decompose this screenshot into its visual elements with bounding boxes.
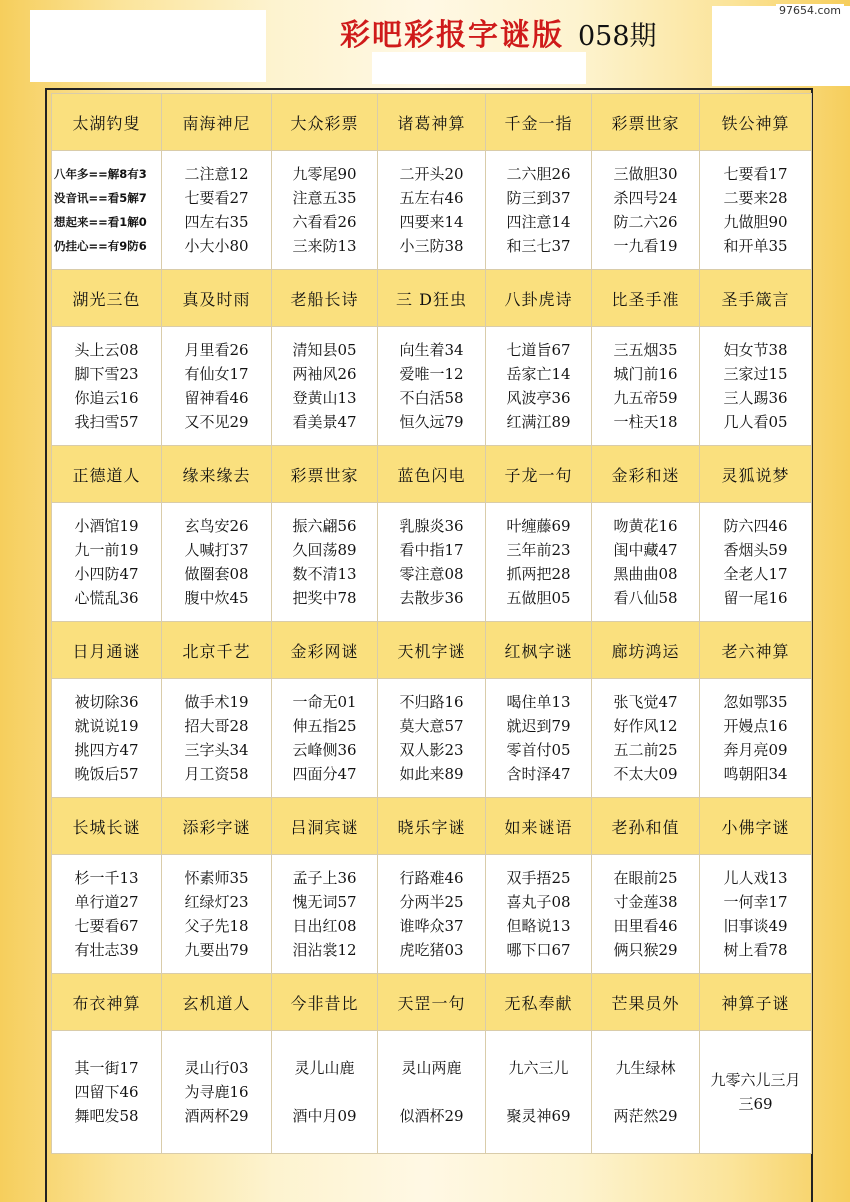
riddle-line: 五左右46: [399, 189, 464, 207]
riddle-line: 你追云16: [74, 389, 139, 407]
riddle-cell: [162, 679, 272, 798]
riddle-line: 脚下雪23: [74, 365, 139, 383]
riddle-line: 香烟头59: [723, 541, 788, 559]
riddle-line: 灵山两鹿: [401, 1059, 462, 1077]
riddle-line: 全老人17: [723, 565, 788, 583]
riddle-line: 聚灵神69: [506, 1107, 571, 1125]
riddle-cell: [52, 1031, 162, 1154]
column-author-header: 老船长诗: [272, 270, 378, 327]
riddle-line: 杉一千13: [74, 869, 139, 887]
riddle-line: 恒久远79: [399, 413, 464, 431]
riddle-cell: [486, 855, 592, 974]
riddle-line: 分两半25: [399, 893, 464, 911]
riddle-line: 行路难46: [399, 869, 464, 887]
riddle-line: 一何幸17: [723, 893, 788, 911]
riddle-line: 一柱天18: [613, 413, 678, 431]
riddle-line: 似酒杯29: [399, 1107, 464, 1125]
riddle-line: 月里看26: [184, 341, 249, 359]
riddle-line: 三69: [738, 1095, 773, 1113]
column-author-header: 神算子谜: [700, 974, 812, 1031]
riddle-line: 一命无01: [292, 693, 357, 711]
riddle-line: 九生绿林: [615, 1059, 676, 1077]
column-author-header: 红枫字谜: [486, 622, 592, 679]
riddle-line: 二要来28: [723, 189, 788, 207]
riddle-cell: [700, 855, 812, 974]
riddle-line: 四左右35: [184, 213, 249, 231]
riddle-line: 伸五指25: [292, 717, 357, 735]
redacted-block-left: [30, 10, 266, 82]
column-author-header: 老孙和值: [592, 798, 700, 855]
column-author-header: 日月通谜: [52, 622, 162, 679]
riddle-row: [52, 1031, 812, 1154]
riddle-line: 喝住单13: [506, 693, 571, 711]
riddle-line: 有仙女17: [184, 365, 249, 383]
riddle-line: 想起来==看1解0: [54, 215, 147, 229]
riddle-line: 二六胆26: [506, 165, 571, 183]
riddle-cell: [52, 151, 162, 270]
riddle-cell: [162, 1031, 272, 1154]
riddle-cell: [52, 503, 162, 622]
column-author-header: 蓝色闪电: [378, 446, 486, 503]
riddle-line: 在眼前25: [613, 869, 678, 887]
column-author-header: 太湖钓叟: [52, 94, 162, 151]
riddle-line: 旧事谈49: [723, 917, 788, 935]
riddle-line: 孟子上36: [292, 869, 357, 887]
riddle-line: 双人影23: [399, 741, 464, 759]
redacted-block-center: [372, 52, 586, 84]
riddle-cell: [272, 151, 378, 270]
riddle-line: 四要来14: [399, 213, 464, 231]
riddle-line: 单行道27: [74, 893, 139, 911]
riddle-line: 向生着34: [399, 341, 464, 359]
riddle-line: 三五烟35: [613, 341, 678, 359]
riddle-cell: [162, 855, 272, 974]
riddle-line: 人喊打37: [184, 541, 249, 559]
column-author-header: 吕洞宾谜: [272, 798, 378, 855]
column-author-header: 彩票世家: [272, 446, 378, 503]
riddle-line: 一九看19: [613, 237, 678, 255]
riddle-line: 三家过15: [723, 365, 788, 383]
column-author-header: 八卦虎诗: [486, 270, 592, 327]
riddle-row: [52, 855, 812, 974]
riddle-line: [378, 1080, 485, 1104]
riddle-line: 俩只猴29: [613, 941, 678, 959]
riddle-line: 腹中炊45: [184, 589, 249, 607]
riddle-cell: [272, 679, 378, 798]
riddle-line: 九一前19: [74, 541, 139, 559]
riddle-line: 妇女节38: [723, 341, 788, 359]
column-author-header: 金彩网谜: [272, 622, 378, 679]
riddle-cell: [272, 503, 378, 622]
column-author-header: 铁公神算: [700, 94, 812, 151]
riddle-line: 灵儿山鹿: [294, 1059, 355, 1077]
riddle-cell: [378, 151, 486, 270]
column-author-header: 晓乐字谜: [378, 798, 486, 855]
riddle-line: 和开单35: [723, 237, 788, 255]
riddle-line: 日出红08: [292, 917, 357, 935]
riddle-line: 二注意12: [184, 165, 249, 183]
riddle-line: 三做胆30: [613, 165, 678, 183]
riddle-table-body: [52, 94, 812, 1154]
riddle-line: 几人看05: [723, 413, 788, 431]
riddle-line: 两茫然29: [613, 1107, 678, 1125]
riddle-line: 双手捂25: [506, 869, 571, 887]
riddle-row: [52, 327, 812, 446]
column-author-header: 天罡一句: [378, 974, 486, 1031]
riddle-line: 七要看67: [74, 917, 139, 935]
column-author-header: 圣手箴言: [700, 270, 812, 327]
riddle-line: 把奖中78: [292, 589, 357, 607]
riddle-line: 九做胆90: [723, 213, 788, 231]
riddle-table: [51, 93, 812, 1154]
riddle-line: 招大哥28: [184, 717, 249, 735]
header-row: [52, 446, 812, 503]
column-author-header: 无私奉献: [486, 974, 592, 1031]
riddle-line: 虎吃猪03: [399, 941, 464, 959]
riddle-line: 没音讯==看5解7: [54, 191, 147, 205]
riddle-line: 哪下口67: [506, 941, 571, 959]
riddle-line: 又不见29: [184, 413, 249, 431]
column-author-header: 灵狐说梦: [700, 446, 812, 503]
riddle-line: 五做胆05: [506, 589, 571, 607]
redacted-block-right: [712, 6, 850, 86]
riddle-line: 四留下46: [74, 1083, 139, 1101]
riddle-line: 小大小80: [184, 237, 249, 255]
riddle-line: 城门前16: [613, 365, 678, 383]
site-watermark: 97654.com: [776, 4, 844, 17]
column-author-header: 天机字谜: [378, 622, 486, 679]
riddle-line: 五二前25: [613, 741, 678, 759]
riddle-line: 去散步36: [399, 589, 464, 607]
riddle-line: 心慌乱36: [74, 589, 139, 607]
riddle-line: 儿人戏13: [723, 869, 788, 887]
riddle-line: 看八仙58: [613, 589, 678, 607]
riddle-cell: [486, 327, 592, 446]
riddle-line: 四注意14: [506, 213, 571, 231]
riddle-line: 不白活58: [399, 389, 464, 407]
riddle-line: 九六三儿: [508, 1059, 569, 1077]
riddle-cell: [52, 679, 162, 798]
riddle-line: 含时泽47: [506, 765, 571, 783]
riddle-line: [592, 1080, 699, 1104]
riddle-line: 闺中藏47: [613, 541, 678, 559]
riddle-line: 黑曲曲08: [613, 565, 678, 583]
riddle-line: 泪沾裳12: [292, 941, 357, 959]
riddle-line: 好作风12: [613, 717, 678, 735]
page-title: [340, 10, 657, 54]
riddle-line: 留一尾16: [723, 589, 788, 607]
riddle-cell: [162, 503, 272, 622]
riddle-line: 数不清13: [292, 565, 357, 583]
riddle-line: 清知县05: [292, 341, 357, 359]
riddle-line: 云峰侧36: [292, 741, 357, 759]
riddle-line: 小四防47: [74, 565, 139, 583]
column-author-header: 小佛字谜: [700, 798, 812, 855]
column-author-header: 彩票世家: [592, 94, 700, 151]
column-author-header: 南海神尼: [162, 94, 272, 151]
header-row: [52, 270, 812, 327]
riddle-line: 鸣朝阳34: [723, 765, 788, 783]
riddle-line: 为寻鹿16: [184, 1083, 249, 1101]
riddle-line: 岳家亡14: [506, 365, 571, 383]
riddle-line: 月工资58: [184, 765, 249, 783]
riddle-cell: [162, 151, 272, 270]
riddle-line: 如此来89: [399, 765, 464, 783]
column-author-header: 正德道人: [52, 446, 162, 503]
riddle-line: 玄鸟安26: [184, 517, 249, 535]
riddle-line: 忽如鄂35: [723, 693, 788, 711]
riddle-line: 七要看17: [723, 165, 788, 183]
riddle-line: 红满江89: [506, 413, 571, 431]
riddle-line: 酒两杯29: [184, 1107, 249, 1125]
riddle-cell: [378, 1031, 486, 1154]
riddle-line: 久回荡89: [292, 541, 357, 559]
riddle-cell: [52, 855, 162, 974]
riddle-cell: [378, 503, 486, 622]
riddle-line: 九零六儿三月: [710, 1071, 801, 1089]
riddle-row: [52, 503, 812, 622]
riddle-line: 登黄山13: [292, 389, 357, 407]
riddle-line: 开嫚点16: [723, 717, 788, 735]
column-author-header: 诸葛神算: [378, 94, 486, 151]
column-author-header: 湖光三色: [52, 270, 162, 327]
riddle-line: 有壮志39: [74, 941, 139, 959]
riddle-line: 看中指17: [399, 541, 464, 559]
riddle-cell: [700, 327, 812, 446]
riddle-line: 注意五35: [292, 189, 357, 207]
riddle-line: 六看看26: [292, 213, 357, 231]
riddle-line: 但略说13: [506, 917, 571, 935]
riddle-cell: [486, 503, 592, 622]
riddle-line: 张飞觉47: [613, 693, 678, 711]
riddle-line: 愧无词57: [292, 893, 357, 911]
riddle-line: 挑四方47: [74, 741, 139, 759]
riddle-line: 乳腺炎36: [399, 517, 464, 535]
riddle-line: 防六四46: [723, 517, 788, 535]
riddle-cell: [592, 1031, 700, 1154]
riddle-line: 风波亭36: [506, 389, 571, 407]
riddle-cell: [486, 679, 592, 798]
riddle-row: [52, 679, 812, 798]
riddle-line: 喜丸子08: [506, 893, 571, 911]
riddle-cell: [486, 151, 592, 270]
riddle-line: 树上看78: [723, 941, 788, 959]
riddle-line: 八年多==解8有3: [54, 167, 147, 181]
column-author-header: 长城长谜: [52, 798, 162, 855]
riddle-line: 怀素师35: [184, 869, 249, 887]
column-author-header: 老六神算: [700, 622, 812, 679]
riddle-line: 不归路16: [399, 693, 464, 711]
column-author-header: 真及时雨: [162, 270, 272, 327]
column-author-header: 金彩和迷: [592, 446, 700, 503]
riddle-cell: [378, 327, 486, 446]
riddle-line: 莫大意57: [399, 717, 464, 735]
riddle-line: 爱唯一12: [399, 365, 464, 383]
column-author-header: 布衣神算: [52, 974, 162, 1031]
riddle-line: 谁哗众37: [399, 917, 464, 935]
riddle-line: 抓两把28: [506, 565, 571, 583]
riddle-line: 其一街17: [74, 1059, 139, 1077]
column-author-header: 千金一指: [486, 94, 592, 151]
column-author-header: 缘来缘去: [162, 446, 272, 503]
riddle-cell: [272, 327, 378, 446]
riddle-line: 被切除36: [74, 693, 139, 711]
riddle-line: 零注意08: [399, 565, 464, 583]
column-author-header: 今非昔比: [272, 974, 378, 1031]
riddle-line: 我扫雪57: [74, 413, 139, 431]
riddle-cell: [378, 679, 486, 798]
riddle-cell: [700, 151, 812, 270]
riddle-line: 防三到37: [506, 189, 571, 207]
riddle-line: 杀四号24: [613, 189, 678, 207]
riddle-line: 留神看46: [184, 389, 249, 407]
riddle-line: 仍挂心==有9防6: [54, 239, 147, 253]
column-author-header: 大众彩票: [272, 94, 378, 151]
riddle-line: 九要出79: [184, 941, 249, 959]
column-author-header: 北京千艺: [162, 622, 272, 679]
riddle-line: 七要看27: [184, 189, 249, 207]
riddle-line: 九零尾90: [292, 165, 357, 183]
riddle-line: 看美景47: [292, 413, 357, 431]
riddle-line: 两袖风26: [292, 365, 357, 383]
header-row: [52, 974, 812, 1031]
riddle-line: 九五帝59: [613, 389, 678, 407]
riddle-line: 吻黄花16: [613, 517, 678, 535]
riddle-line: 奔月亮09: [723, 741, 788, 759]
riddle-cell: [592, 327, 700, 446]
riddle-line: 就迟到79: [506, 717, 571, 735]
riddle-line: [486, 1080, 591, 1104]
riddle-cell: [700, 1031, 812, 1154]
riddle-cell: [162, 327, 272, 446]
riddle-line: 七道旨67: [506, 341, 571, 359]
riddle-line: 田里看46: [613, 917, 678, 935]
riddle-line: 三年前23: [506, 541, 571, 559]
riddle-line: 小三防38: [399, 237, 464, 255]
header-row: [52, 798, 812, 855]
column-author-header: 三 D狂虫: [378, 270, 486, 327]
riddle-line: 就说说19: [74, 717, 139, 735]
riddle-cell: [700, 503, 812, 622]
riddle-line: 防二六26: [613, 213, 678, 231]
riddle-line: 晚饭后57: [74, 765, 139, 783]
column-author-header: 廊坊鸿运: [592, 622, 700, 679]
column-author-header: 如来谜语: [486, 798, 592, 855]
riddle-line: 舞吧发58: [74, 1107, 139, 1125]
riddle-line: 做圈套08: [184, 565, 249, 583]
riddle-line: 振六翩56: [292, 517, 357, 535]
column-author-header: 芒果员外: [592, 974, 700, 1031]
riddle-line: 父子先18: [184, 917, 249, 935]
riddle-line: 寸金莲38: [613, 893, 678, 911]
riddle-cell: [486, 1031, 592, 1154]
riddle-line: 和三七37: [506, 237, 571, 255]
riddle-cell: [378, 855, 486, 974]
riddle-cell: [272, 855, 378, 974]
riddle-row: [52, 151, 812, 270]
riddle-cell: [592, 679, 700, 798]
riddle-cell: [592, 855, 700, 974]
riddle-line: 零首付05: [506, 741, 571, 759]
column-author-header: 玄机道人: [162, 974, 272, 1031]
riddle-line: 头上云08: [74, 341, 139, 359]
riddle-line: 做手术19: [184, 693, 249, 711]
header-row: [52, 622, 812, 679]
riddle-cell: [700, 679, 812, 798]
column-author-header: 添彩字谜: [162, 798, 272, 855]
title-main: 彩吧彩报字谜版: [340, 18, 564, 53]
riddle-line: 不太大09: [613, 765, 678, 783]
riddle-line: 三人踢36: [723, 389, 788, 407]
riddle-line: 三字头34: [184, 741, 249, 759]
column-author-header: 子龙一句: [486, 446, 592, 503]
riddle-line: 酒中月09: [292, 1107, 357, 1125]
riddle-line: 三来防13: [292, 237, 357, 255]
riddle-cell: [592, 151, 700, 270]
riddle-cell: [272, 1031, 378, 1154]
header-row: [52, 94, 812, 151]
riddle-line: 小酒馆19: [74, 517, 139, 535]
column-author-header: 比圣手准: [592, 270, 700, 327]
title-issue-number: 058期: [578, 21, 657, 52]
riddle-line: 叶缠藤69: [506, 517, 571, 535]
riddle-cell: [52, 327, 162, 446]
riddle-line: 灵山行03: [184, 1059, 249, 1077]
riddle-cell: [592, 503, 700, 622]
riddle-line: 二开头20: [399, 165, 464, 183]
riddle-line: 四面分47: [292, 765, 357, 783]
riddle-line: 红绿灯23: [184, 893, 249, 911]
riddle-line: [272, 1080, 377, 1104]
